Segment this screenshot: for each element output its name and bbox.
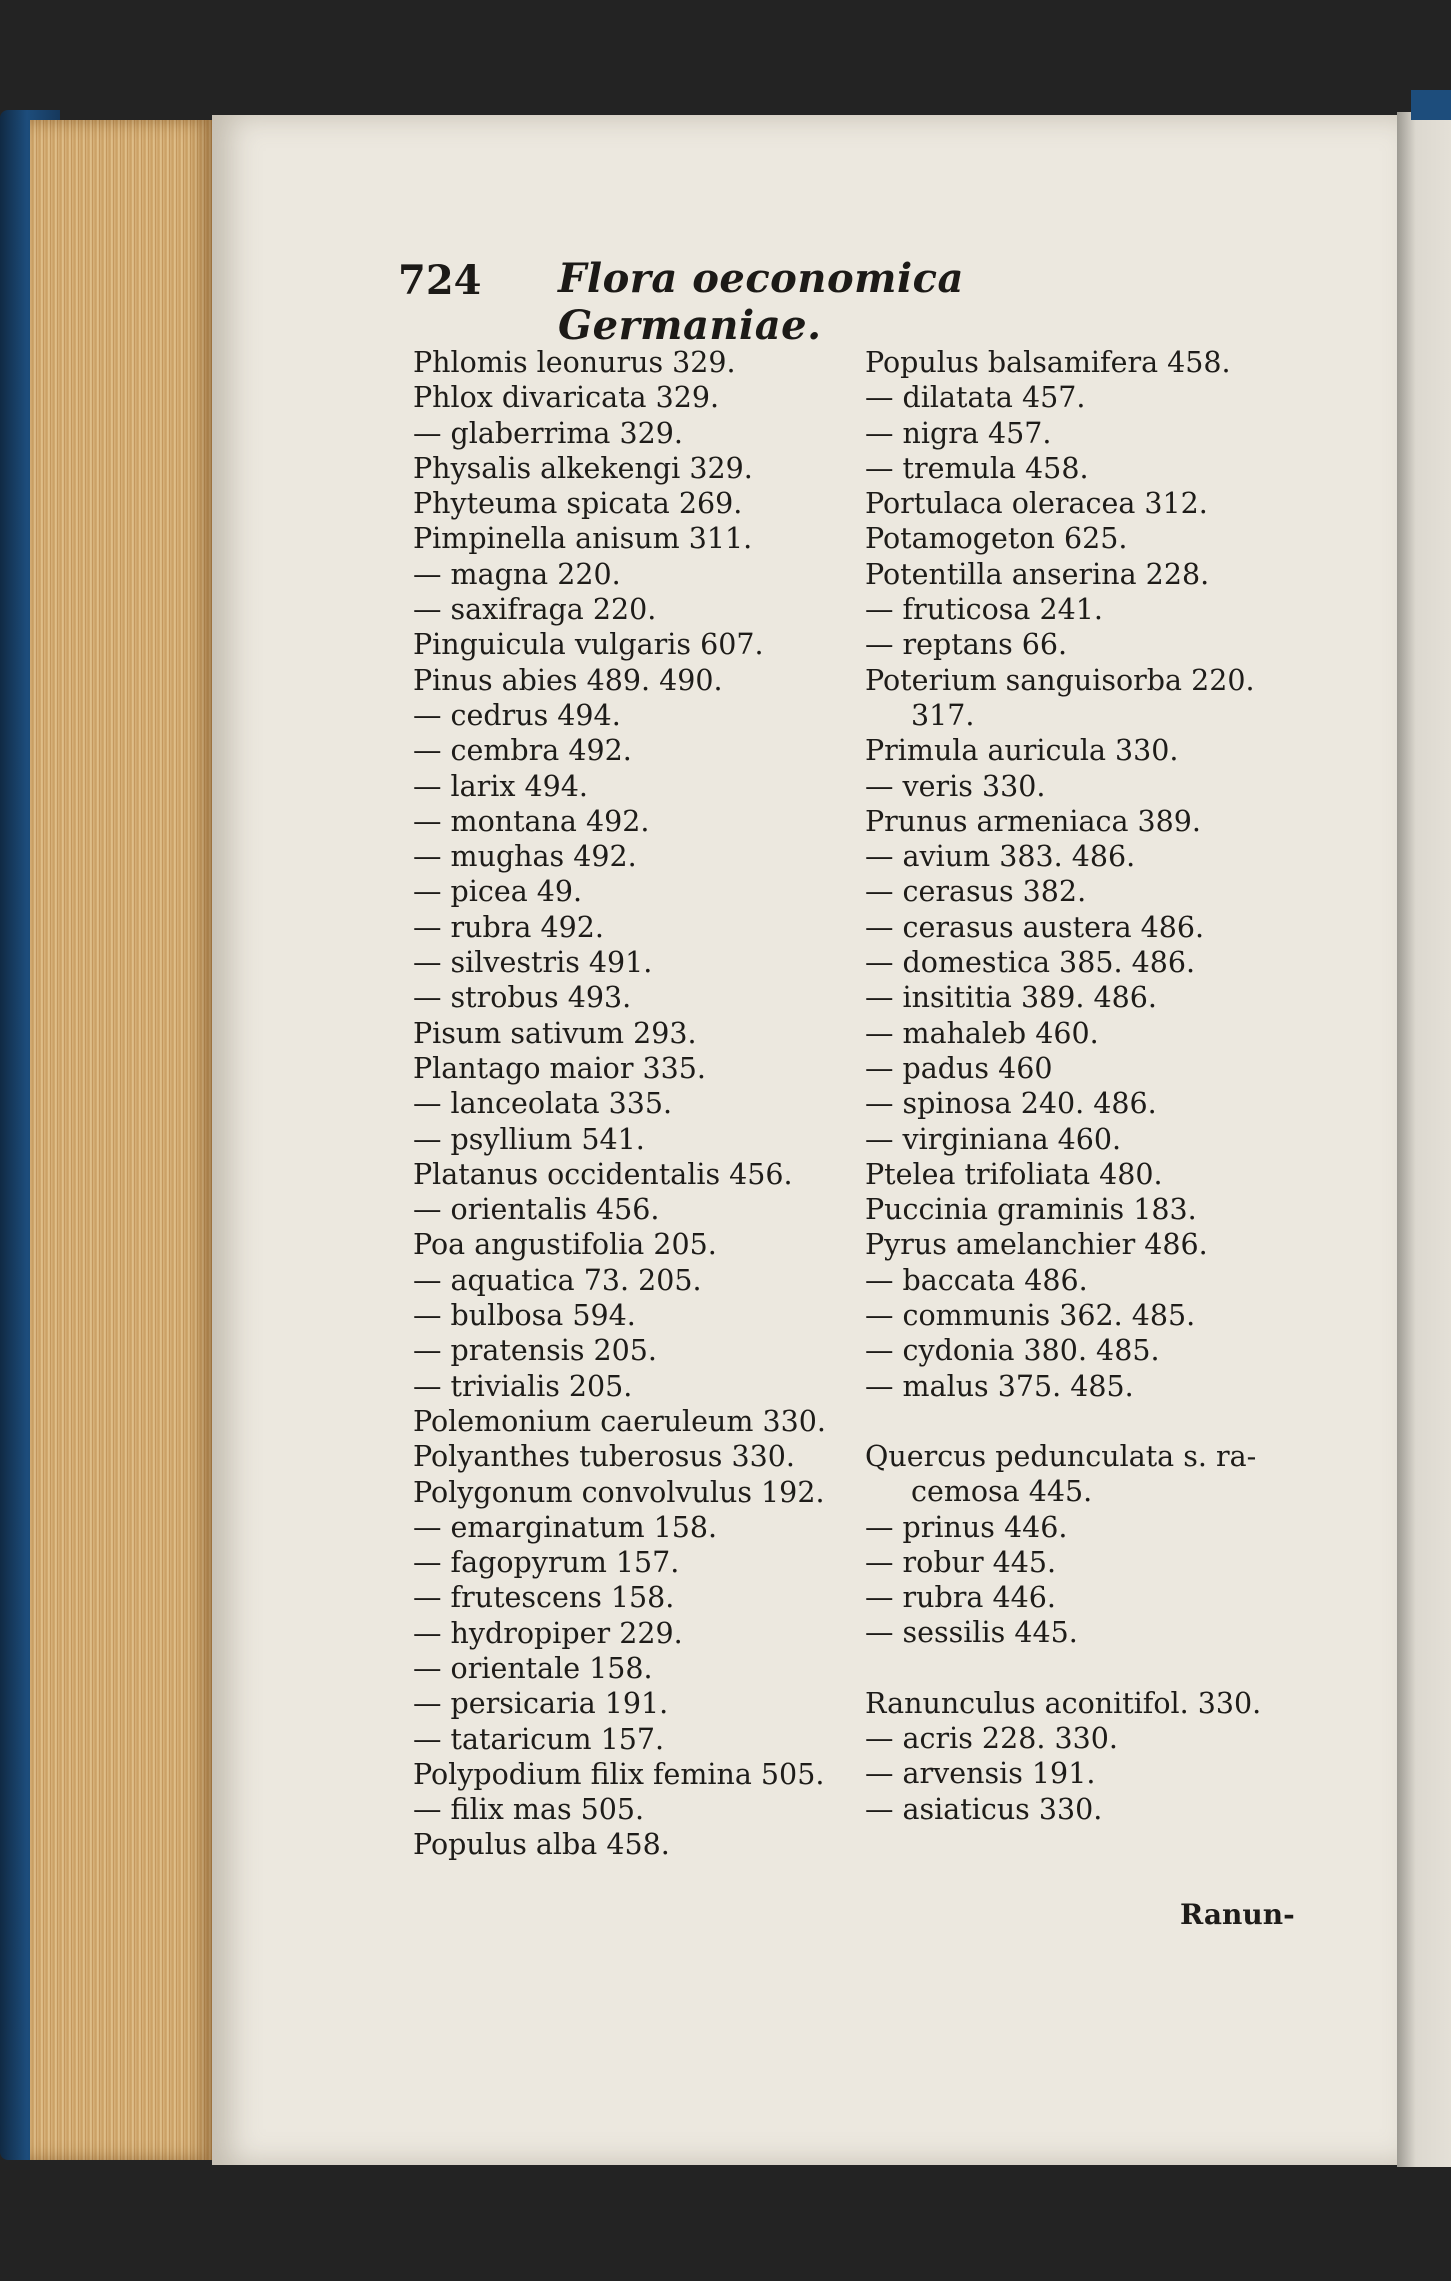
index-entry: — persicaria 191. [413, 1687, 669, 1721]
index-entry: Polyanthes tuberosus 330. [413, 1440, 795, 1474]
catchword: Ranun- [1180, 1898, 1295, 1931]
index-entry: — rubra 446. [865, 1581, 1056, 1615]
index-entry: — dilatata 457. [865, 381, 1086, 415]
index-entry: Portulaca oleracea 312. [865, 487, 1208, 521]
index-entry: Pisum sativum 293. [413, 1016, 697, 1050]
index-entry: Quercus pedunculata s. ra- [865, 1439, 1257, 1473]
index-entry: — tremula 458. [865, 451, 1089, 485]
index-entry: Ranunculus aconitifol. 330. [865, 1686, 1262, 1720]
index-entry: — lanceolata 335. [413, 1087, 673, 1121]
index-entry: — saxifraga 220. [413, 593, 657, 627]
index-entry: — domestica 385. 486. [865, 946, 1196, 980]
index-entry: — fruticosa 241. [865, 593, 1103, 627]
book-cover-corner [1411, 90, 1451, 120]
index-entry: Pinus abies 489. 490. [413, 663, 723, 697]
index-entry: — picea 49. [413, 875, 583, 909]
index-entry: Phlox divaricata 329. [413, 381, 720, 415]
index-entry: — orientalis 456. [413, 1193, 660, 1227]
index-entry: — orientale 158. [413, 1651, 653, 1685]
index-entry: Potentilla anserina 228. [865, 557, 1210, 591]
index-entry: — asiaticus 330. [865, 1792, 1103, 1826]
index-entry: — rubra 492. [413, 910, 604, 944]
index-entry: — cerasus austera 486. [865, 910, 1205, 944]
index-entry: — larix 494. [413, 769, 588, 803]
index-entry: — mahaleb 460. [865, 1016, 1099, 1050]
index-entry: — reptans 66. [865, 628, 1068, 662]
index-entry: — cembra 492. [413, 734, 632, 768]
index-entry: Phlomis leonurus 329. [413, 346, 736, 379]
index-entry: — spinosa 240. 486. [865, 1087, 1157, 1121]
index-entry-continuation: 317. [911, 698, 975, 732]
facing-page-edge [1397, 112, 1451, 2167]
index-entry: Pimpinella anisum 311. [413, 522, 753, 556]
index-entry: — sessilis 445. [865, 1616, 1078, 1650]
index-entry: — pratensis 205. [413, 1334, 657, 1368]
index-entry: — communis 362. 485. [865, 1299, 1196, 1333]
index-entry: Prunus armeniaca 389. [865, 804, 1201, 838]
index-entry: Poterium sanguisorba 220. [865, 663, 1255, 697]
running-head [398, 255, 1198, 349]
index-entry: Populus alba 458. [413, 1828, 670, 1862]
index-entry: — fagopyrum 157. [413, 1546, 680, 1580]
index-entry: — filix mas 505. [413, 1793, 645, 1827]
index-entry: Polygonum convolvulus 192. [413, 1475, 825, 1509]
index-entry: Polypodium filix femina 505. [413, 1757, 825, 1791]
index-entry: — magna 220. [413, 557, 621, 591]
index-entry: — emarginatum 158. [413, 1510, 718, 1544]
index-entry: — prinus 446. [865, 1510, 1068, 1544]
index-entry-continuation: cemosa 445. [911, 1475, 1093, 1509]
page-block-edges [30, 120, 215, 2160]
index-entry: — veris 330. [865, 769, 1046, 803]
index-entry: Primula auricula 330. [865, 734, 1179, 768]
index-entry: Populus balsamifera 458. [865, 346, 1231, 379]
index-entry: — virginiana 460. [865, 1122, 1122, 1156]
index-entry: — tataricum 157. [413, 1722, 665, 1756]
index-entry: — insititia 389. 486. [865, 981, 1157, 1015]
index-entry: Pinguicula vulgaris 607. [413, 628, 764, 662]
index-entry: — acris 228. 330. [865, 1721, 1118, 1755]
index-entry: — montana 492. [413, 804, 650, 838]
index-entry: Phyteuma spicata 269. [413, 487, 743, 521]
index-entry: — baccata 486. [865, 1263, 1088, 1297]
index-entry: — cydonia 380. 485. [865, 1334, 1160, 1368]
index-entry: Pyrus amelanchier 486. [865, 1228, 1208, 1262]
index-entry: — hydropiper 229. [413, 1616, 683, 1650]
index-entry: — avium 383. 486. [865, 840, 1136, 874]
index-column-right [865, 345, 1295, 1827]
index-entry: Plantago maior 335. [413, 1051, 706, 1085]
index-entry: Polemonium caeruleum 330. [413, 1404, 826, 1438]
index-entry: — padus 460 [865, 1051, 1053, 1085]
index-entry: Poa angustifolia 205. [413, 1228, 717, 1262]
index-entry: — bulbosa 594. [413, 1299, 636, 1333]
index-entry: Puccinia graminis 183. [865, 1193, 1197, 1227]
index-entry: — glaberrima 329. [413, 416, 683, 450]
index-entry: Potamogeton 625. [865, 522, 1128, 556]
index-entry: Platanus occidentalis 456. [413, 1157, 793, 1191]
page-number: 724 [398, 257, 482, 304]
running-title: Flora oeconomica Germaniae. [558, 255, 964, 349]
index-entry: — trivialis 205. [413, 1369, 633, 1403]
index-entry: — cedrus 494. [413, 698, 621, 732]
index-entry: — silvestris 491. [413, 946, 653, 980]
index-entry: Physalis alkekengi 329. [413, 451, 753, 485]
index-entry: — mughas 492. [413, 840, 637, 874]
index-entry: — nigra 457. [865, 416, 1052, 450]
index-entry: — robur 445. [865, 1545, 1057, 1579]
index-entry: — aquatica 73. 205. [413, 1263, 702, 1297]
index-entry: — psyllium 541. [413, 1122, 645, 1156]
index-entry: — malus 375. 485. [865, 1369, 1134, 1403]
index-entry: — cerasus 382. [865, 875, 1087, 909]
index-entry: — arvensis 191. [865, 1757, 1096, 1791]
index-entry: — frutescens 158. [413, 1581, 675, 1615]
index-entry: — strobus 493. [413, 981, 632, 1015]
index-entry: Ptelea trifoliata 480. [865, 1157, 1163, 1191]
index-column-left [413, 345, 843, 1863]
